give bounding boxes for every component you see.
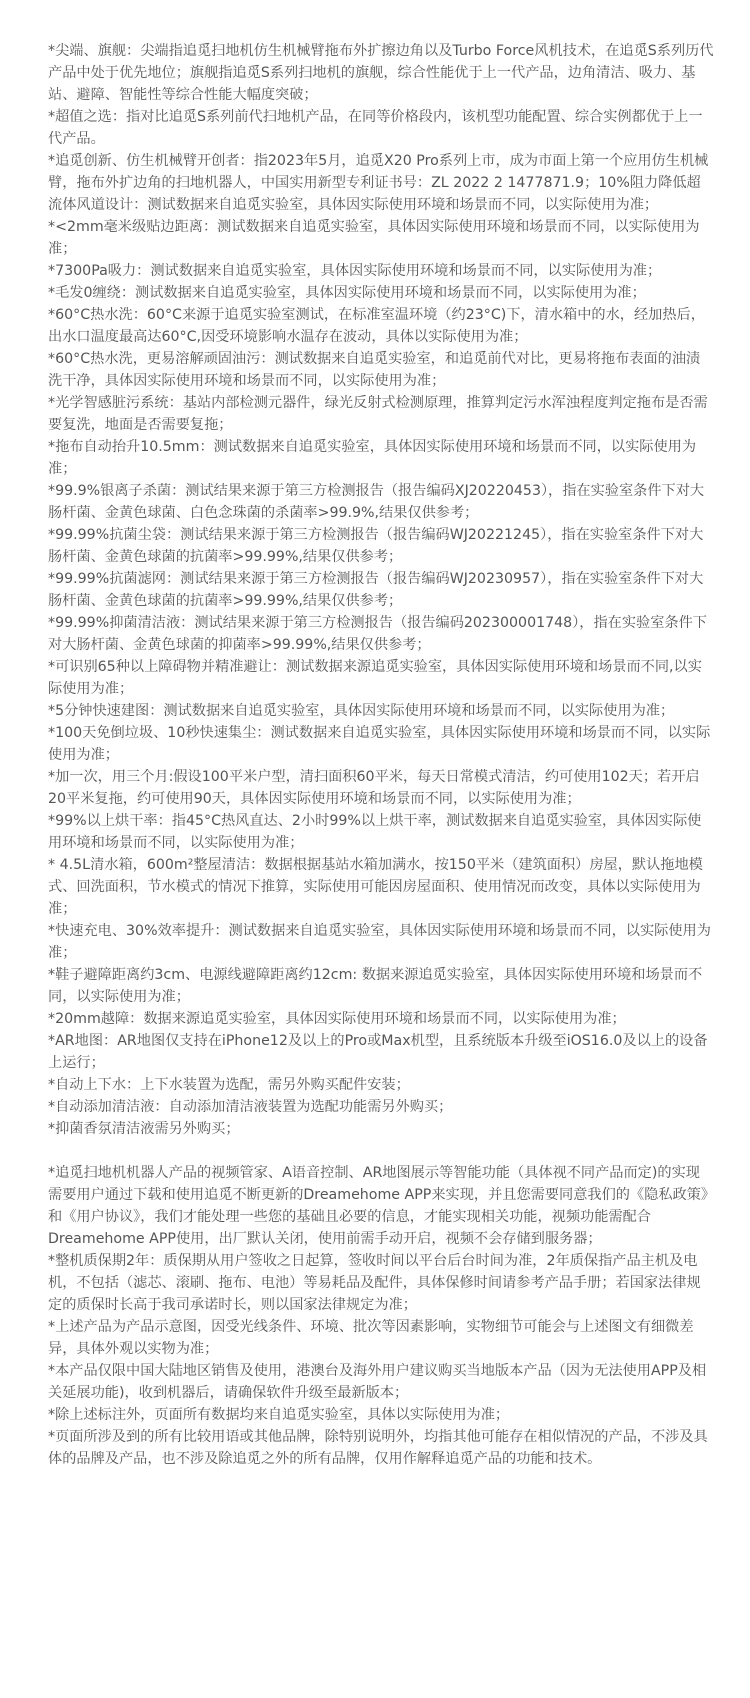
disclaimer-item: *自动添加清洁液：自动添加清洁液装置为选配功能需另外购买； xyxy=(48,1099,453,1115)
disclaimer-item: *追觅扫地机机器人产品的视频管家、A语音控制、AR地图展示等智能功能（具体视不同产品而定)的实现需要用户通过下载和使用追觅不断更新的Dreamehome APP来实现，并且您需要同意我们的《隐私政策》和《用户协议》，我们才能处理一些您的基础且必要的信息，才能实现相关功能，视频功能需配合Dreamehome APP使用，出厂默认关闭，使用前需手动开启，视频不会存储到服务器； xyxy=(48,1165,708,1247)
disclaimer-item: *99.99%抗菌尘袋：测试结果来源于第三方检测报告（报告编码WJ20221245），指在实验室条件下对大肠杆菌、金黄色球菌的抗菌率>99.99%,结果仅供参考； xyxy=(48,527,704,565)
disclaimer-item: *7300Pa吸力：测试数据来自追觅实验室，具体因实际使用环境和场景而不同，以实际使用为准； xyxy=(48,263,662,279)
disclaimer-item: *超值之选：指对比追觅S系列前代扫地机产品，在同等价格段内，该机型功能配置、综合实例都优于上一代产品。 xyxy=(48,109,703,147)
disclaimer-item: *毛发0缠绕：测试数据来自追觅实验室，具体因实际使用环境和场景而不同，以实际使用为准； xyxy=(48,285,646,301)
disclaimer-item: *尖端、旗舰：尖端指追觅扫地机仿生机械臂拖布外扩擦边角以及Turbo Force风机技术，在追觅S系列历代产品中处于优先地位；旗舰指追觅S系列扫地机的旗舰，综合性能优于上一代产品，边角清洁、吸力、基站、避障、智能性等综合性能大幅度突破； xyxy=(48,43,714,103)
disclaimer-item: *自动上下水：上下水装置为选配，需另外购买配件安装； xyxy=(48,1077,410,1093)
disclaimer-section-product-claims xyxy=(48,40,714,1140)
disclaimer-item: *20mm越障：数据来源追觅实验室，具体因实际使用环境和场景而不同，以实际使用为准； xyxy=(48,1011,626,1027)
disclaimer-item: *99.9%银离子杀菌：测试结果来源于第三方检测报告（报告编码XJ20220453），指在实验室条件下对大肠杆菌、金黄色球菌、白色念珠菌的杀菌率>99.9%,结果仅供参考； xyxy=(48,483,705,521)
disclaimer-item: *可识别65种以上障碍物并精准避让：测试数据来源追觅实验室，具体因实际使用环境和场景而不同,以实际使用为准； xyxy=(48,659,702,697)
disclaimer-item: *除上述标注外，页面所有数据均来自追觅实验室，具体以实际使用为准； xyxy=(48,1407,510,1423)
disclaimer-item: *页面所涉及到的所有比较用语或其他品牌，除特别说明外，均指其他可能存在相似情况的产品，不涉及具体的品牌及产品，也不涉及除追觅之外的所有品牌，仅用作解释追觅产品的功能和技术。 xyxy=(48,1429,708,1467)
disclaimer-item: *上述产品为产品示意图，因受光线条件、环境、批次等因素影响，实物细节可能会与上述图文有细微差异，具体外观以实物为准； xyxy=(48,1319,694,1357)
disclaimer-item: *追觅创新、仿生机械臂开创者：指2023年5月，追觅X20 Pro系列上市，成为市面上第一个应用仿生机械臂，拖布外扩边角的扫地机器人，中国实用新型专利证书号：ZL 2022 2 1477871.9；10%阻力降低超流体风道设计：测试数据来自追觅实验室，具体因实际使用环境和场景而不同，以实际使用为准； xyxy=(48,153,709,213)
disclaimer-item: *5分钟快速建图：测试数据来自追觅实验室，具体因实际使用环境和场景而不同，以实际使用为准； xyxy=(48,703,675,719)
disclaimer-item: * 4.5L清水箱，600m²整屋清洁：数据根据基站水箱加满水，按150平米（建筑面积）房屋，默认拖地模式、回洗面积，节水模式的情况下推算，实际使用可能因房屋面积、使用情况而改变，具体以实际使用为准； xyxy=(48,857,703,917)
disclaimer-item: *AR地图：AR地图仅支持在iPhone12及以上的Pro或Max机型，且系统版本升级至iOS16.0及以上的设备上运行； xyxy=(48,1033,708,1071)
disclaimer-item: *99.99%抗菌滤网：测试结果来源于第三方检测报告（报告编码WJ20230957），指在实验室条件下对大肠杆菌、金黄色球菌的抗菌率>99.99%,结果仅供参考； xyxy=(48,571,704,609)
disclaimer-item: *60°C热水洗：60°C来源于追觅实验室测试，在标准室温环境（约23°C)下，清水箱中的水，经加热后，出水口温度最高达60°C,因受环境影响水温存在波动，具体以实际使用为准； xyxy=(48,307,705,345)
disclaimer-item: *99.99%抑菌清洁液：测试结果来源于第三方检测报告（报告编码202300001748），指在实验室条件下对大肠杆菌、金黄色球菌的抑菌率>99.99%,结果仅供参考； xyxy=(48,615,707,653)
disclaimer-item: *60°C热水洗，更易溶解顽固油污：测试数据来自追觅实验室，和追觅前代对比，更易将拖布表面的油渍洗干净，具体因实际使用环境和场景而不同，以实际使用为准； xyxy=(48,351,701,389)
disclaimer-item: *99%以上烘干率：指45°C热风直达、2小时99%以上烘干率，测试数据来自追觅实验室，具体因实际使用环境和场景而不同，以实际使用为准； xyxy=(48,813,702,851)
disclaimer-item: *100天免倒垃圾、10秒快速集尘：测试数据来自追觅实验室，具体因实际使用环境和场景而不同，以实际使用为准； xyxy=(48,725,711,763)
disclaimer-item: *整机质保期2年：质保期从用户签收之日起算，签收时间以平台后台时间为准，2年质保指产品主机及电机，不包括（滤芯、滚刷、拖布、电池）等易耗品及配件，具体保修时间请参考产品手册；若国家法律规定的质保时长高于我司承诺时长，则以国家法律规定为准； xyxy=(48,1253,701,1313)
disclaimer-item: *本产品仅限中国大陆地区销售及使用，港澳台及海外用户建议购买当地版本产品（因为无法使用APP及相关延展功能)，收到机器后，请确保软件升级至最新版本； xyxy=(48,1363,707,1401)
disclaimer-section-legal-notices xyxy=(48,1162,714,1470)
disclaimer-item: *拖布自动抬升10.5mm：测试数据来自追觅实验室，具体因实际使用环境和场景而不同，以实际使用为准； xyxy=(48,439,697,477)
disclaimer-item: *<2mm毫米级贴边距离：测试数据来自追觅实验室，具体因实际使用环境和场景而不同，以实际使用为准； xyxy=(48,219,700,257)
disclaimer-item: *光学智感脏污系统：基站内部检测元器件，绿光反射式检测原理，推算判定污水浑浊程度判定拖布是否需要复洗，地面是否需要复拖； xyxy=(48,395,708,433)
disclaimer-item: *快速充电、30%效率提升：测试数据来自追觅实验室，具体因实际使用环境和场景而不同，以实际使用为准； xyxy=(48,923,711,961)
disclaimer-item: *鞋子避障距离约3cm、电源线避障距离约12cm: 数据来源追觅实验室，具体因实际使用环境和场景而不同，以实际使用为准； xyxy=(48,967,703,1005)
disclaimer-item: *抑菌香氛清洁液需另外购买； xyxy=(48,1121,240,1137)
disclaimer-item: *加一次，用三个月:假设100平米户型，清扫面积60平米，每天日常模式清洁，约可使用102天；若开启20平米复拖，约可使用90天，具体因实际使用环境和场景而不同，以实际使用为准； xyxy=(48,769,700,807)
